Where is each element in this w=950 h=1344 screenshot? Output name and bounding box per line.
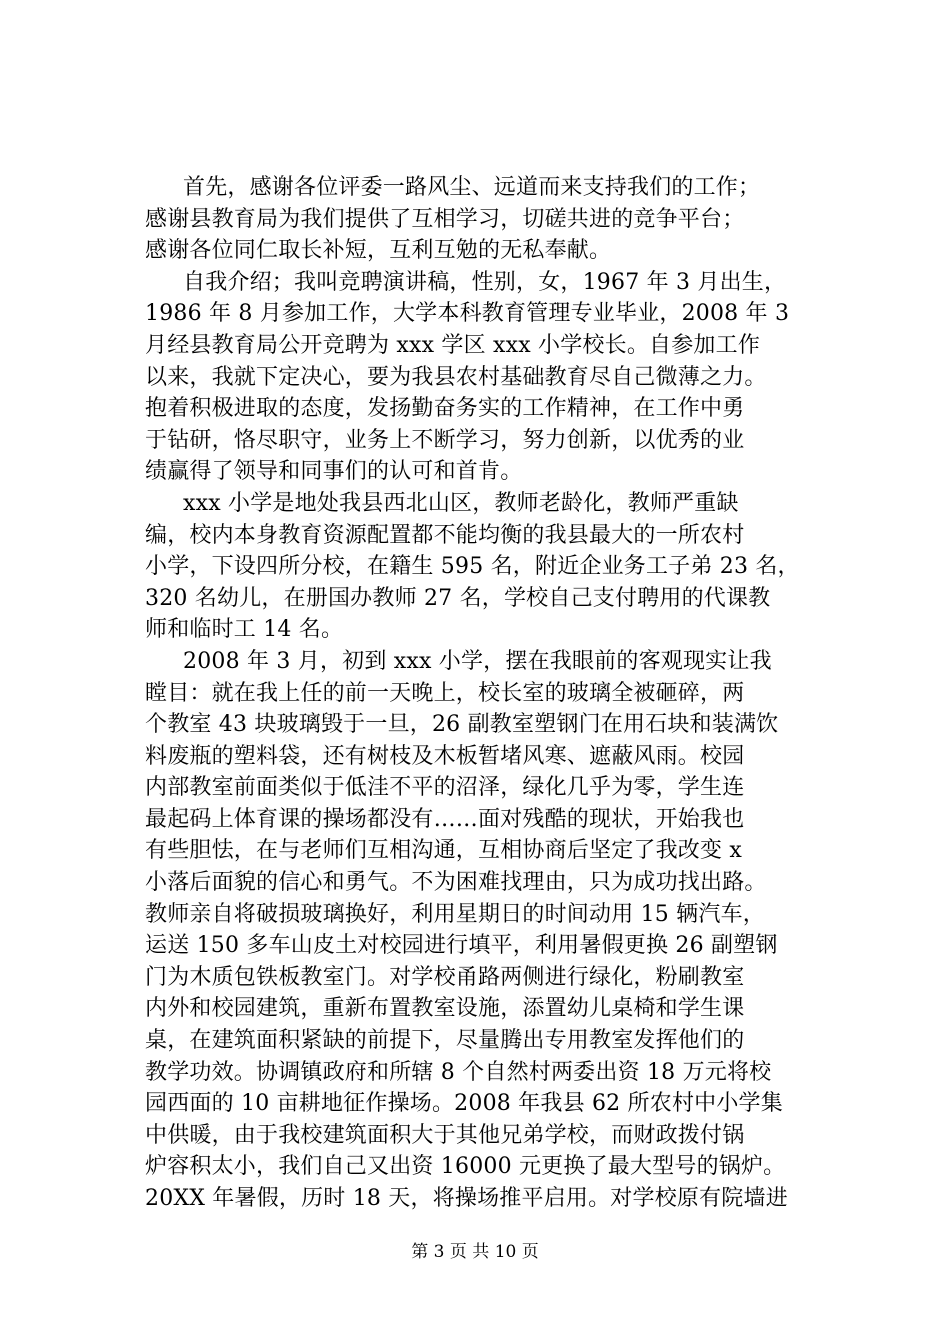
page-number-footer: 第 3 页 共 10 页: [411, 1242, 539, 1262]
paragraph-line: 个教室 43 块玻璃毁于一旦，26 副教室塑钢门在用石块和装满饮: [145, 712, 779, 738]
paragraph-line: 320 名幼儿，在册国办教师 27 名，学校自己支付聘用的代课教: [145, 585, 771, 611]
paragraph-line: 教师亲自将破损玻璃换好，利用星期日的时间动用 15 辆汽车，: [145, 901, 765, 927]
paragraph-line: 1986 年 8 月参加工作，大学本科教育管理专业毕业，2008 年 3: [145, 301, 790, 327]
paragraph-line: 首先，感谢各位评委一路风尘、远道而来支持我们的工作；: [183, 175, 761, 200]
paragraph-line: 炉容积太小，我们自己又出资 16000 元更换了最大型号的锅炉。: [145, 1154, 786, 1180]
paragraph-line: xxx 小学是地处我县西北山区，教师老龄化，教师严重缺: [183, 490, 739, 516]
paragraph-line: 编，校内本身教育资源配置都不能均衡的我县最大的一所农村: [145, 522, 745, 548]
paragraph-line: 园西面的 10 亩耕地征作操场。2008 年我县 62 所农村中小学集: [145, 1091, 783, 1117]
paragraph-line: 最起码上体育课的操场都没有……面对残酷的现状，开始我也: [145, 806, 745, 832]
paragraph-line: 于钻研，恪尽职守，业务上不断学习，努力创新，以优秀的业: [145, 427, 745, 453]
paragraph-line: 师和临时工 14 名。: [145, 617, 344, 643]
paragraph-line: 有些胆怯，在与老师们互相沟通，互相协商后坚定了我改变 x: [145, 838, 743, 864]
paragraph-line: 2008 年 3 月，初到 xxx 小学，摆在我眼前的客观现实让我: [183, 648, 772, 674]
paragraph-line: 中供暖，由于我校建筑面积大于其他兄弟学校，而财政拨付锅: [145, 1122, 745, 1148]
paragraph-line: 20XX 年暑假，历时 18 天，将操场推平启用。对学校原有院墙进: [145, 1186, 788, 1211]
paragraph-line: 自我介绍；我叫竞聘演讲稿，性别，女，1967 年 3 月出生，: [183, 269, 787, 295]
paragraph-line: 绩赢得了领导和同事们的认可和首肯。: [145, 459, 523, 485]
paragraph-line: 桌，在建筑面积紧缺的前提下，尽量腾出专用教室发挥他们的: [145, 1028, 745, 1054]
document-body: [145, 172, 825, 1215]
paragraph-line: 瞠目：就在我上任的前一天晚上，校长室的玻璃全被砸碎，两: [145, 680, 745, 706]
paragraph-line: 抱着积极进取的态度，发扬勤奋务实的工作精神，在工作中勇: [145, 396, 745, 422]
paragraph-line: 运送 150 多车山皮土对校园进行填平，利用暑假更换 26 副塑钢: [145, 933, 778, 959]
paragraph-line: 门为木质包铁板教室门。对学校甬路两侧进行绿化，粉刷教室: [145, 964, 745, 990]
paragraph-line: 感谢县教育局为我们提供了互相学习，切磋共进的竞争平台；: [145, 206, 745, 232]
paragraph-line: 月经县教育局公开竞聘为 xxx 学区 xxx 小学校长。自参加工作: [145, 332, 761, 358]
paragraph-line: 内外和校园建筑，重新布置教室设施，添置幼儿桌椅和学生课: [145, 996, 745, 1022]
paragraph-line: 内部教室前面类似于低洼不平的沼泽，绿化几乎为零，学生连: [145, 775, 745, 801]
paragraph-line: 料废瓶的塑料袋，还有树枝及木板暂堵风寒、遮蔽风雨。校园: [145, 743, 745, 769]
paragraph-line: 教学功效。协调镇政府和所辖 8 个自然村两委出资 18 万元将校: [145, 1059, 772, 1085]
paragraph-line: 小落后面貌的信心和勇气。不为困难找理由，只为成功找出路。: [145, 870, 767, 896]
paragraph-line: 以来，我就下定决心，要为我县农村基础教育尽自己微薄之力。: [145, 364, 767, 390]
paragraph-line: 小学，下设四所分校，在籍生 595 名，附近企业务工子弟 23 名，: [145, 554, 800, 580]
paragraph-line: 感谢各位同仁取长补短，互利互勉的无私奉献。: [145, 238, 612, 264]
